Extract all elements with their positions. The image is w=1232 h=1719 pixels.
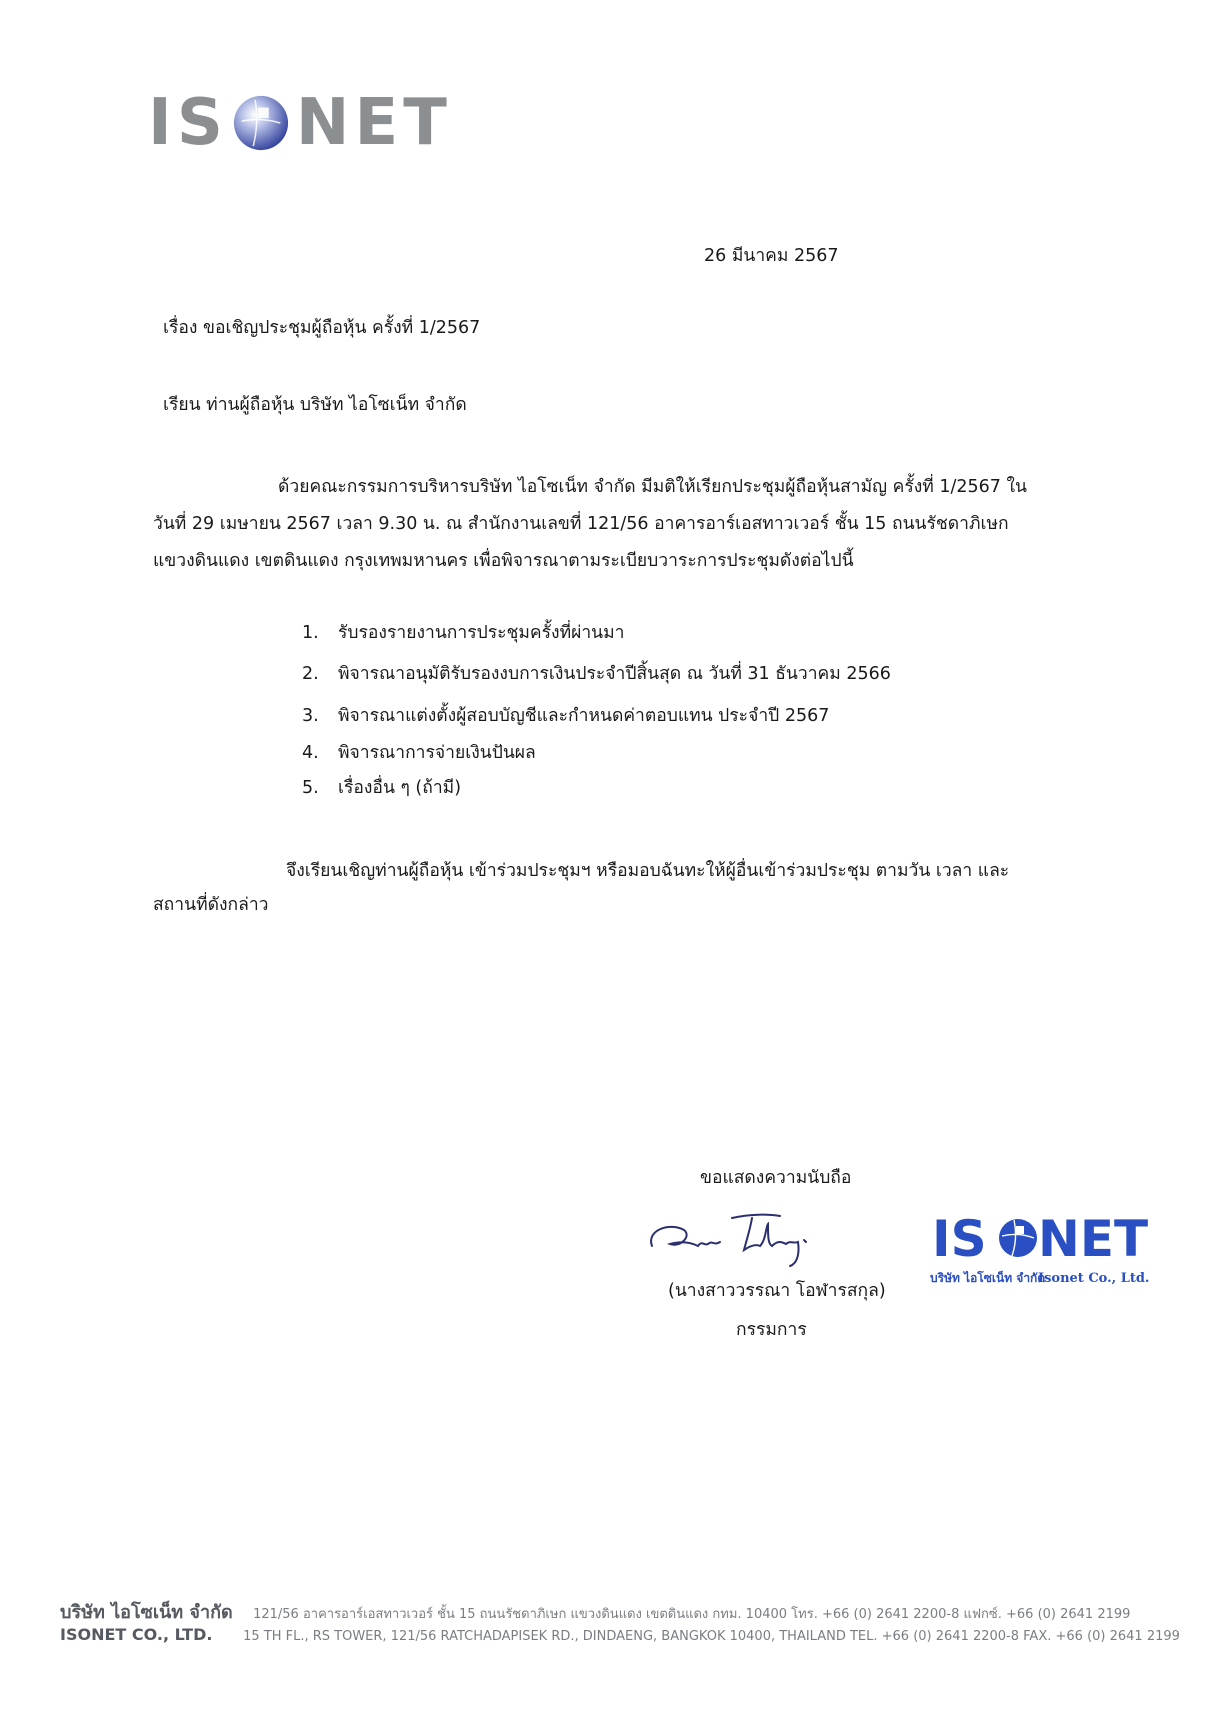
agenda-number: 4. xyxy=(302,743,319,763)
company-stamp xyxy=(930,1202,1150,1290)
stamp-caption-en: Isonet Co., Ltd. xyxy=(1038,1271,1150,1286)
agenda-number: 5. xyxy=(302,778,319,798)
signer-title: กรรมการ xyxy=(736,1320,807,1340)
signer-name: (นางสาววรรณา โอฬารสกุล) xyxy=(668,1281,886,1301)
handwritten-signature xyxy=(640,1200,850,1270)
letter-subject: เรื่อง ขอเชิญประชุมผู้ถือหุ้น ครั้งที่ 1/2567 xyxy=(163,318,481,338)
agenda-text: รับรองรายงานการประชุมครั้งที่ผ่านมา xyxy=(338,623,625,643)
footer-address-en: 15 TH FL., RS TOWER, 121/56 RATCHADAPISEK RD., DINDAENG, BANGKOK 10400, THAILAND TEL. +66 (0) 2641 2200-8 FAX. +66 (0) 2641 2199 xyxy=(243,1629,1180,1644)
logo-text-right: NET xyxy=(295,86,452,160)
agenda-item xyxy=(302,704,829,728)
body-line: วันที่ 29 เมษายน 2567 เวลา 9.30 น. ณ สำนักงานเลขที่ 121/56 อาคารอาร์เอสทาวเวอร์ ชั้น 15 ถนนรัชดาภิเษก xyxy=(153,514,1009,534)
agenda-item xyxy=(302,662,891,686)
footer-thai xyxy=(60,1597,1130,1626)
logo-text-left: IS xyxy=(148,86,228,160)
agenda-item xyxy=(302,621,625,645)
letter-salutation: เรียน ท่านผู้ถือหุ้น บริษัท ไอโซเน็ท จำกัด xyxy=(163,395,467,415)
agenda-number: 3. xyxy=(302,706,319,726)
footer-address-th: 121/56 อาคารอาร์เอสทาวเวอร์ ชั้น 15 ถนนรัชดาภิเษก แขวงดินแดง เขตดินแดง กทม. 10400 โทร. +66 (0) 2641 2200-8 แฟกซ์. +66 (0) 2641 2199 xyxy=(253,1607,1131,1622)
agenda-text: พิจารณาแต่งตั้งผู้สอบบัญชีและกำหนดค่าตอบแทน ประจำปี 2567 xyxy=(338,706,830,726)
body-line: แขวงดินแดง เขตดินแดง กรุงเทพมหานคร เพื่อพิจารณาตามระเบียบวาระการประชุมดังต่อไปนี้ xyxy=(153,551,854,571)
footer-company-th: บริษัท ไอโซเน็ท จำกัด xyxy=(60,1602,233,1623)
footer-english xyxy=(60,1625,1180,1644)
invite-line: จึงเรียนเชิญท่านผู้ถือหุ้น เข้าร่วมประชุมฯ หรือมอบฉันทะให้ผู้อื่นเข้าร่วมประชุม ตามวัน เวลา และ xyxy=(286,861,1010,881)
company-logo xyxy=(148,86,452,160)
agenda-number: 1. xyxy=(302,623,319,643)
stamp-logo-right: NET xyxy=(1038,1210,1149,1268)
agenda-item xyxy=(302,741,536,765)
closing-text: ขอแสดงความนับถือ xyxy=(700,1168,852,1188)
letter-date: 26 มีนาคม 2567 xyxy=(704,246,839,266)
globe-icon xyxy=(232,94,290,152)
stamp-caption-th: บริษัท ไอโซเน็ท จำกัด xyxy=(930,1271,1046,1285)
agenda-text: เรื่องอื่น ๆ (ถ้ามี) xyxy=(338,778,462,798)
stamp-globe-icon xyxy=(999,1219,1037,1257)
agenda-item xyxy=(302,776,461,800)
agenda-number: 2. xyxy=(302,664,319,684)
stamp-logo-left: IS xyxy=(932,1210,987,1268)
invite-line: สถานที่ดังกล่าว xyxy=(153,895,269,915)
agenda-text: พิจารณาการจ่ายเงินปันผล xyxy=(338,743,536,763)
agenda-text: พิจารณาอนุมัติรับรองงบการเงินประจำปีสิ้นสุด ณ วันที่ 31 ธันวาคม 2566 xyxy=(338,664,891,684)
footer-company-en: ISONET CO., LTD. xyxy=(60,1625,213,1644)
body-line: ด้วยคณะกรรมการบริหารบริษัท ไอโซเน็ท จำกัด มีมติให้เรียกประชุมผู้ถือหุ้นสามัญ ครั้งที่ 1/2567 ใน xyxy=(278,477,1028,497)
